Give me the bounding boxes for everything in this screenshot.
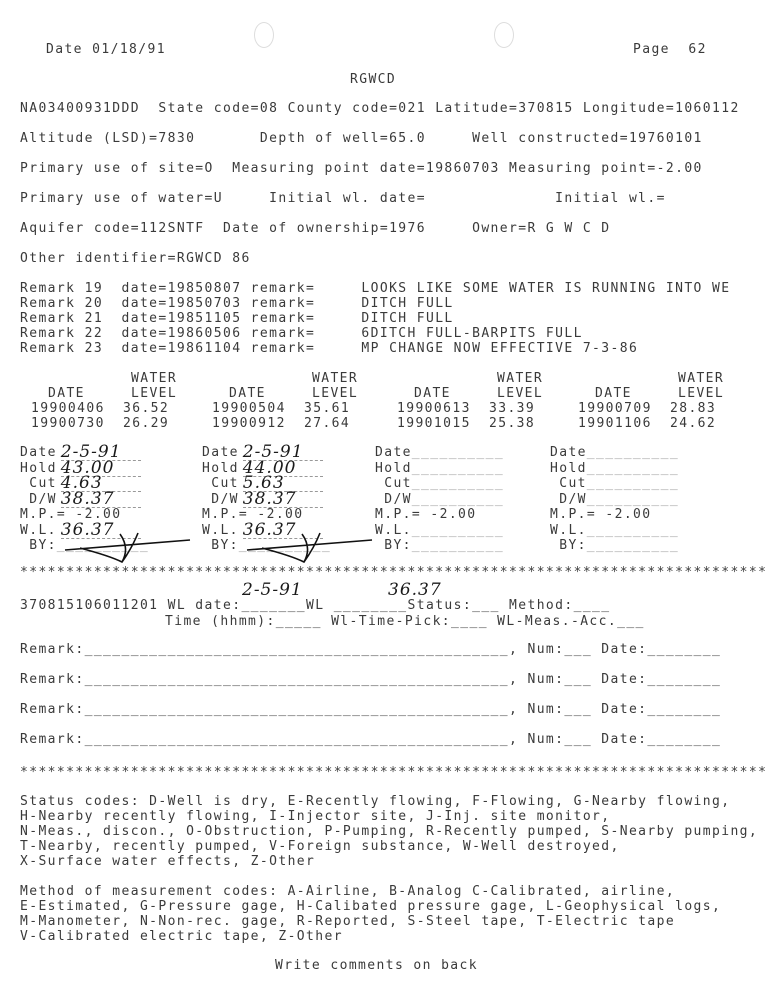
handwritten-dw: 38.37	[243, 492, 323, 508]
cell-date: 19900504	[212, 401, 286, 416]
remark-line: Remark 19 date=19850807 remark= LOOKS LIKE SOME WATER IS RUNNING INTO WE	[20, 281, 731, 296]
site-info-line: NA03400931DDD State code=08 County code=021 Latitude=370815 Longitude=1060112	[20, 101, 740, 116]
remark-entry-line[interactable]: Remark:______________________________________________, Num:___ Date:________	[20, 672, 722, 687]
separator-stars: *********************************************************************************	[20, 565, 768, 580]
handwritten-wl-date: 2-5-91	[242, 580, 303, 600]
form-field-blank[interactable]: __________	[586, 522, 680, 538]
handwritten-hold: 43.00	[61, 461, 141, 477]
column-header-date: DATE	[595, 386, 632, 401]
form-field-label: Hold	[550, 460, 587, 476]
cell-level: 26.29	[123, 416, 170, 431]
measurement-line: 370815106011201 WL date:_______WL ________Status:___ Method:____	[20, 598, 611, 613]
column-header-level: LEVEL	[497, 386, 544, 401]
column-header-date: DATE	[48, 386, 85, 401]
form-field-label: Date	[202, 445, 239, 460]
remark-line: Remark 21 date=19851105 remark= DITCH FULL	[20, 311, 454, 326]
form-field-blank[interactable]: __________	[411, 476, 505, 491]
signature	[242, 530, 382, 566]
measurement-time-line: Time (hhmm):_____ Wl-Time-Pick:____ WL-Meas.-Acc.___	[165, 614, 645, 629]
form-field-label: W.L.	[202, 522, 239, 538]
form-field-label: Hold	[375, 460, 412, 476]
column-header-water: WATER	[312, 371, 359, 386]
handwritten-date: 2-5-91	[61, 445, 141, 461]
remark-entry-line[interactable]: Remark:______________________________________________, Num:___ Date:________	[20, 702, 722, 717]
cell-date: 19901106	[578, 416, 652, 431]
cell-date: 19900912	[212, 416, 286, 431]
cell-level: 27.64	[304, 416, 351, 431]
page-number: Page 62	[633, 42, 707, 57]
punch-hole	[254, 22, 274, 48]
form-field-label: M.P.= -2.00	[550, 507, 652, 522]
cell-level: 24.62	[670, 416, 717, 431]
handwritten-cut: 5.63	[243, 476, 323, 492]
handwritten-dw: 38.37	[61, 492, 141, 508]
form-field-blank[interactable]: __________	[411, 522, 505, 538]
form-field-label: BY:	[550, 538, 587, 553]
column-header-water: WATER	[678, 371, 725, 386]
punch-hole	[494, 22, 514, 48]
cell-date: 19901015	[397, 416, 471, 431]
form-field-label: Cut	[202, 476, 239, 491]
form-field-label: Date	[375, 445, 412, 460]
report-date: Date 01/18/91	[46, 42, 166, 57]
status-codes-line: Status codes: D-Well is dry, E-Recently flowing, F-Flowing, G-Nearby flowing,	[20, 794, 731, 809]
form-field-blank[interactable]: __________	[586, 538, 680, 553]
method-codes-line: E-Estimated, G-Pressure gage, H-Calibated pressure gage, L-Geophysical logs,	[20, 899, 722, 914]
cell-date: 19900613	[397, 401, 471, 416]
column-header-water: WATER	[131, 371, 178, 386]
report-title: RGWCD	[350, 72, 397, 87]
form-field-label: Date	[20, 445, 57, 460]
cell-level: 35.61	[304, 401, 351, 416]
form-field-label: Cut	[550, 476, 587, 491]
column-header-level: LEVEL	[678, 386, 725, 401]
form-field-blank[interactable]: __________	[586, 445, 680, 460]
column-header-level: LEVEL	[312, 386, 359, 401]
cell-level: 33.39	[489, 401, 536, 416]
form-field-label: BY:	[202, 538, 239, 553]
method-codes-line: V-Calibrated electric tape, Z-Other	[20, 929, 343, 944]
form-field-label: D/W	[202, 491, 239, 507]
status-codes-line: X-Surface water effects, Z-Other	[20, 854, 316, 869]
form-field-blank[interactable]: __________	[586, 476, 680, 491]
form-field-label: Cut	[20, 476, 57, 491]
form-field-blank[interactable]: __________	[411, 445, 505, 460]
handwritten-wl: 36.37	[388, 580, 442, 600]
cell-level: 28.83	[670, 401, 717, 416]
form-field-label: Hold	[202, 460, 239, 476]
status-codes-line: T-Nearby, recently pumped, V-Foreign substance, W-Well destroyed,	[20, 839, 620, 854]
method-codes-line: M-Manometer, N-Non-rec. gage, R-Reported, S-Steel tape, T-Electric tape	[20, 914, 676, 929]
form-field-blank[interactable]: __________	[411, 491, 505, 507]
form-field-label: BY:	[375, 538, 412, 553]
handwritten-wl: 36.37	[61, 523, 141, 539]
remark-line: Remark 20 date=19850703 remark= DITCH FULL	[20, 296, 454, 311]
site-info-line: Other identifier=RGWCD 86	[20, 251, 251, 266]
form-field-label: BY:	[20, 538, 57, 553]
remark-line: Remark 23 date=19861104 remark= MP CHANGE NOW EFFECTIVE 7-3-86	[20, 341, 639, 356]
cell-date: 19900709	[578, 401, 652, 416]
form-field-blank[interactable]: __________	[56, 538, 150, 553]
handwritten-date: 2-5-91	[243, 445, 323, 461]
form-field-label: M.P.= -2.00	[375, 507, 477, 522]
footer-note: Write comments on back	[275, 958, 478, 973]
handwritten-hold: 44.00	[243, 461, 323, 477]
form-field-blank[interactable]: __________	[411, 538, 505, 553]
form-field-blank[interactable]: __________	[238, 538, 332, 553]
cell-date: 19900730	[31, 416, 105, 431]
form-field-blank[interactable]: __________	[586, 460, 680, 476]
form-field-label: Cut	[375, 476, 412, 491]
method-codes-line: Method of measurement codes: A-Airline, B-Analog C-Calibrated, airline,	[20, 884, 676, 899]
form-field-label: M.P.= -2.00	[202, 507, 304, 522]
site-info-line: Altitude (LSD)=7830 Depth of well=65.0 Well constructed=19760101	[20, 131, 703, 146]
form-field-label: W.L.	[20, 522, 57, 538]
cell-level: 36.52	[123, 401, 170, 416]
remark-entry-line[interactable]: Remark:______________________________________________, Num:___ Date:________	[20, 642, 722, 657]
form-field-label: D/W	[550, 491, 587, 507]
site-info-line: Primary use of site=O Measuring point date=19860703 Measuring point=-2.00	[20, 161, 703, 176]
form-field-blank[interactable]: __________	[586, 491, 680, 507]
site-info-line: Primary use of water=U Initial wl. date= Initial wl.=	[20, 191, 666, 206]
form-field-label: Date	[550, 445, 587, 460]
separator-stars: *********************************************************************************	[20, 765, 768, 780]
remark-entry-line[interactable]: Remark:______________________________________________, Num:___ Date:________	[20, 732, 722, 747]
column-header-date: DATE	[414, 386, 451, 401]
column-header-water: WATER	[497, 371, 544, 386]
cell-level: 25.38	[489, 416, 536, 431]
signature	[60, 530, 200, 566]
column-header-date: DATE	[229, 386, 266, 401]
cell-date: 19900406	[31, 401, 105, 416]
status-codes-line: H-Nearby recently flowing, I-Injector site, J-Inj. site monitor,	[20, 809, 611, 824]
handwritten-cut: 4.63	[61, 476, 141, 492]
handwritten-wl: 36.37	[243, 523, 323, 539]
status-codes-line: N-Meas., discon., O-Obstruction, P-Pumping, R-Recently pumped, S-Nearby pumping,	[20, 824, 759, 839]
site-info-line: Aquifer code=112SNTF Date of ownership=1976 Owner=R G W C D	[20, 221, 611, 236]
form-field-label: Hold	[20, 460, 57, 476]
column-header-level: LEVEL	[131, 386, 178, 401]
form-field-blank[interactable]: __________	[411, 460, 505, 476]
form-field-label: W.L.	[375, 522, 412, 538]
form-field-label: D/W	[375, 491, 412, 507]
form-field-label: M.P.= -2.00	[20, 507, 122, 522]
form-field-label: D/W	[20, 491, 57, 507]
form-field-label: W.L.	[550, 522, 587, 538]
remark-line: Remark 22 date=19860506 remark= 6DITCH FULL-BARPITS FULL	[20, 326, 583, 341]
